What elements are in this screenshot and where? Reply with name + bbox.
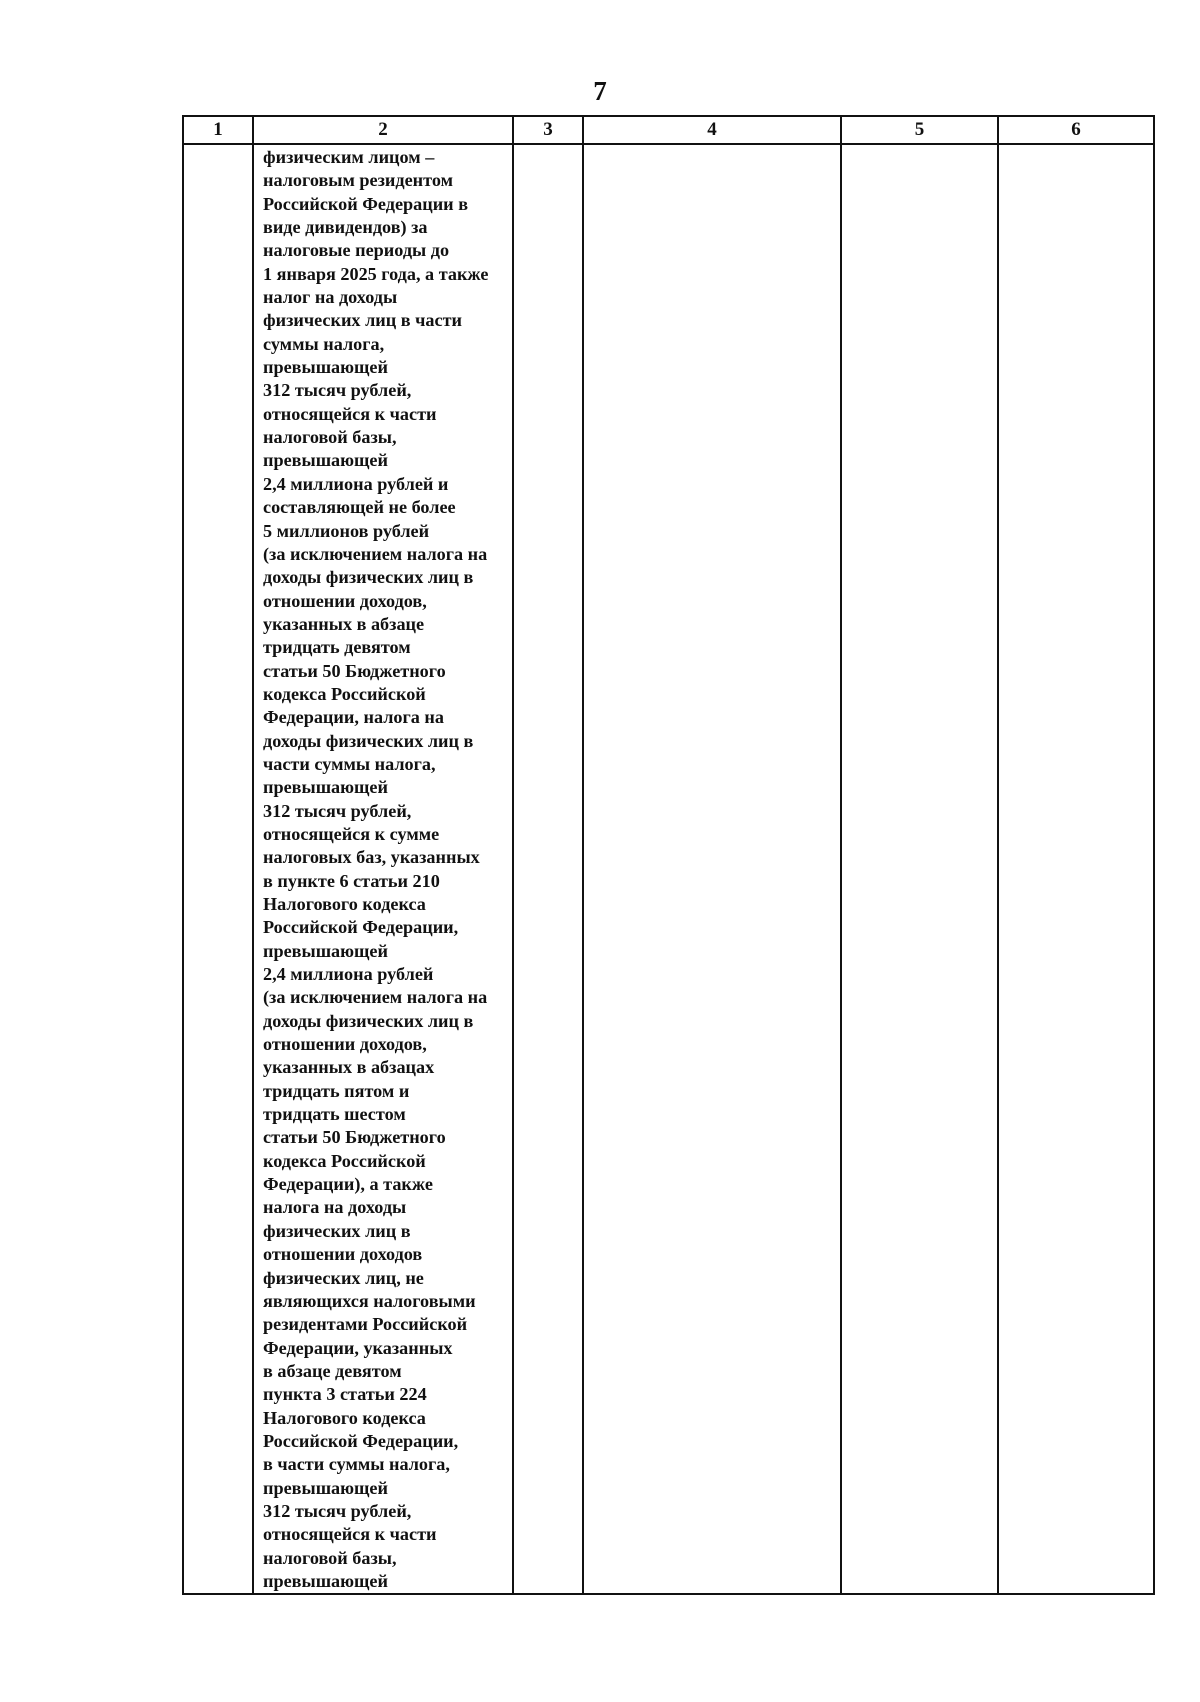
column-header-1: 1 <box>183 116 253 144</box>
text-line: 2,4 миллиона рублей <box>263 964 434 985</box>
text-line: части суммы налога, <box>263 753 436 774</box>
cell-col-2 <box>253 144 513 1594</box>
cell-col-5 <box>841 144 998 1594</box>
text-line: суммы налога, <box>263 333 385 354</box>
text-line: Федерации), а также <box>263 1174 433 1195</box>
text-line: кодекса Российской <box>263 683 426 704</box>
text-line: отношении доходов, <box>263 1034 427 1055</box>
table-row <box>183 144 1154 1594</box>
text-line: 312 тысяч рублей, <box>263 1500 412 1521</box>
text-line: отношении доходов, <box>263 590 427 611</box>
text-line: доходы физических лиц в <box>263 1010 474 1031</box>
text-line: физических лиц в части <box>263 310 462 331</box>
text-line: налоговой базы, <box>263 427 397 448</box>
text-line: в абзаце девятом <box>263 1360 402 1381</box>
text-line: указанных в абзацах <box>263 1057 435 1078</box>
text-line: Налогового кодекса <box>263 1407 426 1428</box>
text-line: Российской Федерации, <box>263 917 459 938</box>
column-header-4: 4 <box>583 116 841 144</box>
text-line: относящейся к части <box>263 403 437 424</box>
cell-col-6 <box>998 144 1154 1594</box>
text-line: физическим лицом – <box>263 147 435 167</box>
text-line: кодекса Российской <box>263 1150 426 1171</box>
text-line: относящейся к сумме <box>263 823 440 844</box>
text-line: 5 миллионов рублей <box>263 520 430 541</box>
text-line: налог на доходы <box>263 287 398 308</box>
cell-col-4 <box>583 144 841 1594</box>
text-line: физических лиц в <box>263 1220 411 1241</box>
column-header-2: 2 <box>253 116 513 144</box>
text-line: превышающей <box>263 940 388 961</box>
text-line: Российской Федерации в <box>263 193 469 214</box>
text-line: превышающей <box>263 777 388 798</box>
column-header-6: 6 <box>998 116 1154 144</box>
text-line: виде дивидендов) за <box>263 217 428 238</box>
text-line: тридцать шестом <box>263 1104 406 1125</box>
text-line: 2,4 миллиона рублей и <box>263 473 449 494</box>
text-line: доходы физических лиц в <box>263 730 474 751</box>
text-line: тридцать девятом <box>263 637 411 658</box>
text-line: Российской Федерации, <box>263 1430 459 1451</box>
text-line: тридцать пятом и <box>263 1080 410 1101</box>
text-line: физических лиц, не <box>263 1267 424 1288</box>
text-line: (за исключением налога на <box>263 543 488 564</box>
column-header-5: 5 <box>841 116 998 144</box>
text-line: Налогового кодекса <box>263 894 426 914</box>
text-line: Федерации, указанных <box>263 1337 453 1358</box>
data-table <box>182 115 1155 1595</box>
text-line: статьи 50 Бюджетного <box>263 1127 446 1148</box>
text-line: 1 января 2025 года, а также <box>263 263 489 284</box>
text-line: статьи 50 Бюджетного <box>263 660 446 681</box>
text-line: относящейся к части <box>263 1524 437 1545</box>
text-line: указанных в абзаце <box>263 613 425 634</box>
text-line: превышающей <box>263 1570 388 1591</box>
text-line: превышающей <box>263 357 388 378</box>
text-line: 312 тысяч рублей, <box>263 800 412 821</box>
text-line: в части суммы налога, <box>263 1454 450 1475</box>
text-line: превышающей <box>263 450 388 471</box>
table-header-row <box>183 116 1154 144</box>
page-number: 7 <box>593 76 607 106</box>
text-line: (за исключением налога на <box>263 987 488 1008</box>
text-line: отношении доходов <box>263 1244 423 1265</box>
text-line: 312 тысяч рублей, <box>263 380 412 401</box>
cell-col-1 <box>183 144 253 1594</box>
text-line: составляющей не более <box>263 497 456 518</box>
text-line: налоговой базы, <box>263 1547 397 1568</box>
text-line: налоговым резидентом <box>263 170 453 191</box>
column-header-3: 3 <box>513 116 583 144</box>
text-line: резидентами Российской <box>263 1314 468 1335</box>
text-line: в пункте 6 статьи 210 <box>263 870 440 891</box>
text-line: доходы физических лиц в <box>263 567 474 588</box>
text-line: налоговые периоды до <box>263 240 450 261</box>
text-line: пункта 3 статьи 224 <box>263 1384 427 1405</box>
text-line: Федерации, налога на <box>263 707 444 728</box>
text-line: превышающей <box>263 1477 388 1498</box>
cell-col-3 <box>513 144 583 1594</box>
text-line: налоговых баз, указанных <box>263 847 480 868</box>
text-line: являющихся налоговыми <box>263 1290 476 1311</box>
text-line: налога на доходы <box>263 1197 407 1218</box>
